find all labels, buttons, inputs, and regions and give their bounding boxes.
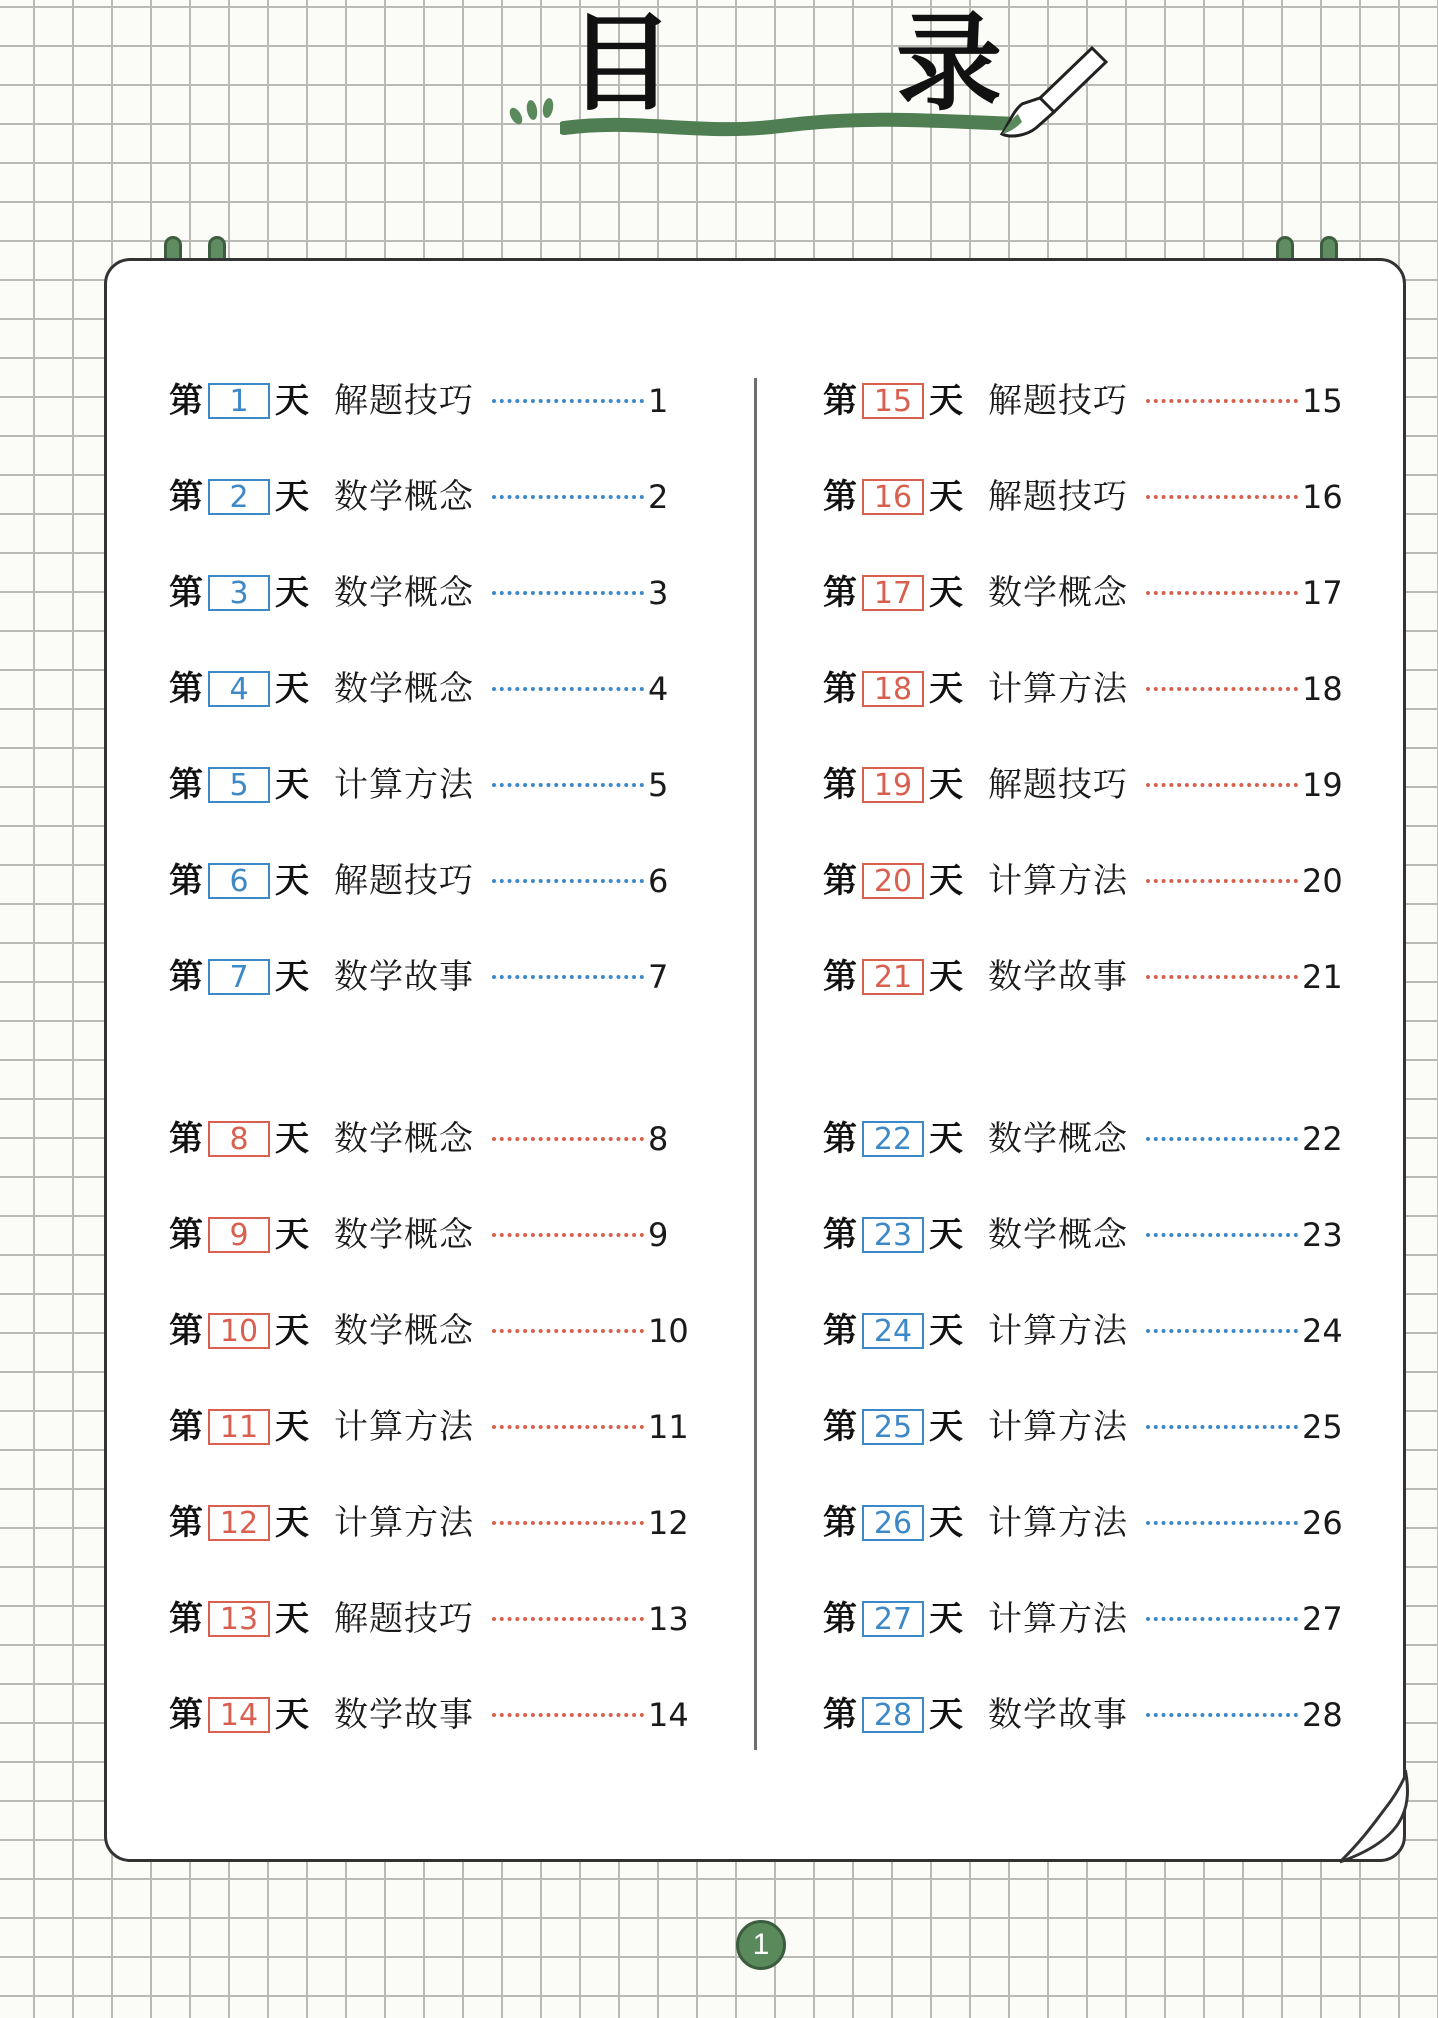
topic-label: 数学概念 <box>334 477 474 517</box>
day-prefix: 第 <box>169 573 203 613</box>
page-ref: 17 <box>1302 574 1343 612</box>
leader-dots <box>1146 495 1298 499</box>
topic-label: 计算方法 <box>334 1407 474 1447</box>
topic-label: 计算方法 <box>988 1407 1128 1447</box>
leader-dots <box>492 1233 644 1237</box>
topic-label: 数学概念 <box>988 1215 1128 1255</box>
day-number-box: 27 <box>862 1601 924 1637</box>
leader-dots <box>1146 591 1298 595</box>
toc-entry[interactable] <box>166 1116 668 1162</box>
day-suffix: 天 <box>275 1215 309 1255</box>
day-number-box: 10 <box>208 1313 270 1349</box>
page-ref: 26 <box>1302 1504 1343 1542</box>
day-number-box: 28 <box>862 1697 924 1733</box>
day-suffix: 天 <box>929 1503 963 1543</box>
day-suffix: 天 <box>275 765 309 805</box>
leader-dots <box>1146 687 1298 691</box>
page-ref: 3 <box>648 574 669 612</box>
toc-entry[interactable] <box>820 1500 1343 1546</box>
day-suffix: 天 <box>275 1503 309 1543</box>
page-ref: 9 <box>648 1216 669 1254</box>
page-ref: 11 <box>648 1408 689 1446</box>
day-prefix: 第 <box>823 1119 857 1159</box>
paintbrush-icon <box>992 42 1112 142</box>
day-prefix: 第 <box>169 477 203 517</box>
page-ref: 24 <box>1302 1312 1343 1350</box>
topic-label: 数学故事 <box>988 957 1128 997</box>
leader-dots <box>1146 1521 1298 1525</box>
topic-label: 解题技巧 <box>988 765 1128 805</box>
toc-entry[interactable] <box>820 474 1343 520</box>
day-prefix: 第 <box>823 1503 857 1543</box>
page-curl-decoration <box>1332 1770 1414 1866</box>
day-suffix: 天 <box>275 1311 309 1351</box>
toc-entry[interactable] <box>820 1596 1343 1642</box>
day-prefix: 第 <box>823 477 857 517</box>
leader-dots <box>492 879 644 883</box>
day-prefix: 第 <box>823 1215 857 1255</box>
topic-label: 数学故事 <box>988 1695 1128 1735</box>
leader-dots <box>1146 879 1298 883</box>
day-prefix: 第 <box>169 1215 203 1255</box>
day-number-box: 20 <box>862 863 924 899</box>
leader-dots <box>1146 1713 1298 1717</box>
column-divider <box>754 378 757 1750</box>
page-ref: 7 <box>648 958 669 996</box>
day-prefix: 第 <box>169 861 203 901</box>
topic-label: 数学概念 <box>334 669 474 709</box>
day-suffix: 天 <box>275 1695 309 1735</box>
leader-dots <box>1146 783 1298 787</box>
day-suffix: 天 <box>275 1119 309 1159</box>
topic-label: 数学概念 <box>988 573 1128 613</box>
day-number-box: 1 <box>208 383 270 419</box>
day-number-box: 22 <box>862 1121 924 1157</box>
day-suffix: 天 <box>275 1407 309 1447</box>
leader-dots <box>1146 399 1298 403</box>
topic-label: 计算方法 <box>988 861 1128 901</box>
day-number-box: 19 <box>862 767 924 803</box>
topic-label: 数学故事 <box>334 957 474 997</box>
page-ref: 21 <box>1302 958 1343 996</box>
page-ref: 16 <box>1302 478 1343 516</box>
toc-entry[interactable] <box>166 378 668 424</box>
day-prefix: 第 <box>169 1407 203 1447</box>
toc-entry[interactable] <box>166 762 668 808</box>
sprout-icon <box>504 90 562 130</box>
topic-label: 计算方法 <box>334 1503 474 1543</box>
leader-dots <box>1146 1617 1298 1621</box>
page-ref: 28 <box>1302 1696 1343 1734</box>
day-suffix: 天 <box>929 477 963 517</box>
topic-label: 计算方法 <box>988 1311 1128 1351</box>
day-suffix: 天 <box>929 1407 963 1447</box>
page-ref: 22 <box>1302 1120 1343 1158</box>
toc-entry[interactable] <box>820 1308 1343 1354</box>
page-ref: 8 <box>648 1120 669 1158</box>
topic-label: 解题技巧 <box>334 1599 474 1639</box>
day-suffix: 天 <box>929 1599 963 1639</box>
day-suffix: 天 <box>929 669 963 709</box>
day-prefix: 第 <box>169 669 203 709</box>
toc-entry[interactable] <box>166 1500 689 1546</box>
page-ref: 27 <box>1302 1600 1343 1638</box>
day-prefix: 第 <box>823 861 857 901</box>
leader-dots <box>492 1521 644 1525</box>
day-prefix: 第 <box>169 957 203 997</box>
toc-entry[interactable] <box>820 858 1343 904</box>
topic-label: 数学概念 <box>334 573 474 613</box>
day-suffix: 天 <box>275 1599 309 1639</box>
leader-dots <box>1146 1137 1298 1141</box>
topic-label: 数学概念 <box>988 1119 1128 1159</box>
day-prefix: 第 <box>169 1599 203 1639</box>
day-prefix: 第 <box>169 1695 203 1735</box>
toc-entry[interactable] <box>166 666 668 712</box>
toc-entry[interactable] <box>166 570 668 616</box>
day-suffix: 天 <box>929 1695 963 1735</box>
day-number-box: 9 <box>208 1217 270 1253</box>
toc-entry[interactable] <box>166 954 668 1000</box>
topic-label: 计算方法 <box>988 669 1128 709</box>
day-suffix: 天 <box>929 957 963 997</box>
day-prefix: 第 <box>823 1311 857 1351</box>
toc-entry[interactable] <box>166 1692 689 1738</box>
day-number-box: 6 <box>208 863 270 899</box>
day-number-box: 12 <box>208 1505 270 1541</box>
toc-entry[interactable] <box>820 1212 1343 1258</box>
toc-entry[interactable] <box>820 666 1343 712</box>
leader-dots <box>1146 1329 1298 1333</box>
leader-dots <box>492 975 644 979</box>
leader-dots <box>492 1137 644 1141</box>
day-number-box: 25 <box>862 1409 924 1445</box>
day-prefix: 第 <box>823 1695 857 1735</box>
leader-dots <box>1146 975 1298 979</box>
day-number-box: 26 <box>862 1505 924 1541</box>
day-number-box: 24 <box>862 1313 924 1349</box>
leader-dots <box>492 687 644 691</box>
page-ref: 13 <box>648 1600 689 1638</box>
day-prefix: 第 <box>823 381 857 421</box>
leader-dots <box>1146 1425 1298 1429</box>
page-ref: 18 <box>1302 670 1343 708</box>
day-number-box: 23 <box>862 1217 924 1253</box>
day-suffix: 天 <box>275 669 309 709</box>
day-suffix: 天 <box>929 765 963 805</box>
day-number-box: 2 <box>208 479 270 515</box>
day-prefix: 第 <box>169 765 203 805</box>
topic-label: 数学概念 <box>334 1215 474 1255</box>
leader-dots <box>492 1425 644 1429</box>
page-ref: 23 <box>1302 1216 1343 1254</box>
toc-entry[interactable] <box>820 1404 1343 1450</box>
topic-label: 数学故事 <box>334 1695 474 1735</box>
day-prefix: 第 <box>823 1407 857 1447</box>
day-suffix: 天 <box>275 477 309 517</box>
topic-label: 解题技巧 <box>334 861 474 901</box>
toc-entry[interactable] <box>166 1308 689 1354</box>
day-number-box: 5 <box>208 767 270 803</box>
page-ref: 12 <box>648 1504 689 1542</box>
toc-entry[interactable] <box>166 1596 689 1642</box>
topic-label: 计算方法 <box>988 1599 1128 1639</box>
day-suffix: 天 <box>929 1119 963 1159</box>
toc-entry[interactable] <box>820 1116 1343 1162</box>
toc-entry[interactable] <box>166 1404 689 1450</box>
day-prefix: 第 <box>823 957 857 997</box>
toc-entry[interactable] <box>166 474 668 520</box>
page-ref: 2 <box>648 478 669 516</box>
day-prefix: 第 <box>823 765 857 805</box>
leader-dots <box>492 399 644 403</box>
day-number-box: 7 <box>208 959 270 995</box>
day-number-box: 16 <box>862 479 924 515</box>
page-number: 1 <box>752 1928 770 1961</box>
day-number-box: 8 <box>208 1121 270 1157</box>
day-suffix: 天 <box>275 861 309 901</box>
page-ref: 14 <box>648 1696 689 1734</box>
page-title-char-2: 录 <box>896 2 1002 125</box>
leader-dots <box>492 783 644 787</box>
topic-label: 解题技巧 <box>988 477 1128 517</box>
day-number-box: 4 <box>208 671 270 707</box>
topic-label: 解题技巧 <box>988 381 1128 421</box>
day-prefix: 第 <box>169 1503 203 1543</box>
day-suffix: 天 <box>929 861 963 901</box>
title-underline-stroke <box>560 112 1020 142</box>
day-prefix: 第 <box>823 573 857 613</box>
day-number-box: 17 <box>862 575 924 611</box>
day-number-box: 11 <box>208 1409 270 1445</box>
leader-dots <box>492 591 644 595</box>
day-prefix: 第 <box>823 1599 857 1639</box>
page-ref: 5 <box>648 766 669 804</box>
leader-dots <box>492 1617 644 1621</box>
topic-label: 计算方法 <box>334 765 474 805</box>
page-ref: 20 <box>1302 862 1343 900</box>
topic-label: 数学概念 <box>334 1119 474 1159</box>
page-ref: 19 <box>1302 766 1343 804</box>
page-ref: 4 <box>648 670 669 708</box>
page-ref: 6 <box>648 862 669 900</box>
day-suffix: 天 <box>929 1311 963 1351</box>
toc-entry[interactable] <box>166 858 668 904</box>
toc-entry[interactable] <box>820 762 1343 808</box>
day-number-box: 21 <box>862 959 924 995</box>
page-ref: 25 <box>1302 1408 1343 1446</box>
day-suffix: 天 <box>929 381 963 421</box>
topic-label: 解题技巧 <box>334 381 474 421</box>
day-prefix: 第 <box>823 669 857 709</box>
leader-dots <box>492 1713 644 1717</box>
day-suffix: 天 <box>275 573 309 613</box>
topic-label: 计算方法 <box>988 1503 1128 1543</box>
day-prefix: 第 <box>169 381 203 421</box>
page-title-char-1: 目 <box>568 2 674 125</box>
day-suffix: 天 <box>275 957 309 997</box>
toc-entry[interactable] <box>820 378 1343 424</box>
page-ref: 10 <box>648 1312 689 1350</box>
day-number-box: 18 <box>862 671 924 707</box>
leader-dots <box>492 1329 644 1333</box>
day-suffix: 天 <box>275 381 309 421</box>
leader-dots <box>492 495 644 499</box>
page-ref: 15 <box>1302 382 1343 420</box>
toc-entry[interactable] <box>820 954 1343 1000</box>
day-prefix: 第 <box>169 1311 203 1351</box>
day-suffix: 天 <box>929 1215 963 1255</box>
topic-label: 数学概念 <box>334 1311 474 1351</box>
day-number-box: 13 <box>208 1601 270 1637</box>
page-ref: 1 <box>648 382 669 420</box>
toc-entry[interactable] <box>820 570 1343 616</box>
leader-dots <box>1146 1233 1298 1237</box>
toc-entry[interactable] <box>166 1212 668 1258</box>
day-number-box: 3 <box>208 575 270 611</box>
page-number-badge <box>736 1920 786 1970</box>
day-number-box: 14 <box>208 1697 270 1733</box>
toc-entry[interactable] <box>820 1692 1343 1738</box>
day-suffix: 天 <box>929 573 963 613</box>
day-number-box: 15 <box>862 383 924 419</box>
day-prefix: 第 <box>169 1119 203 1159</box>
